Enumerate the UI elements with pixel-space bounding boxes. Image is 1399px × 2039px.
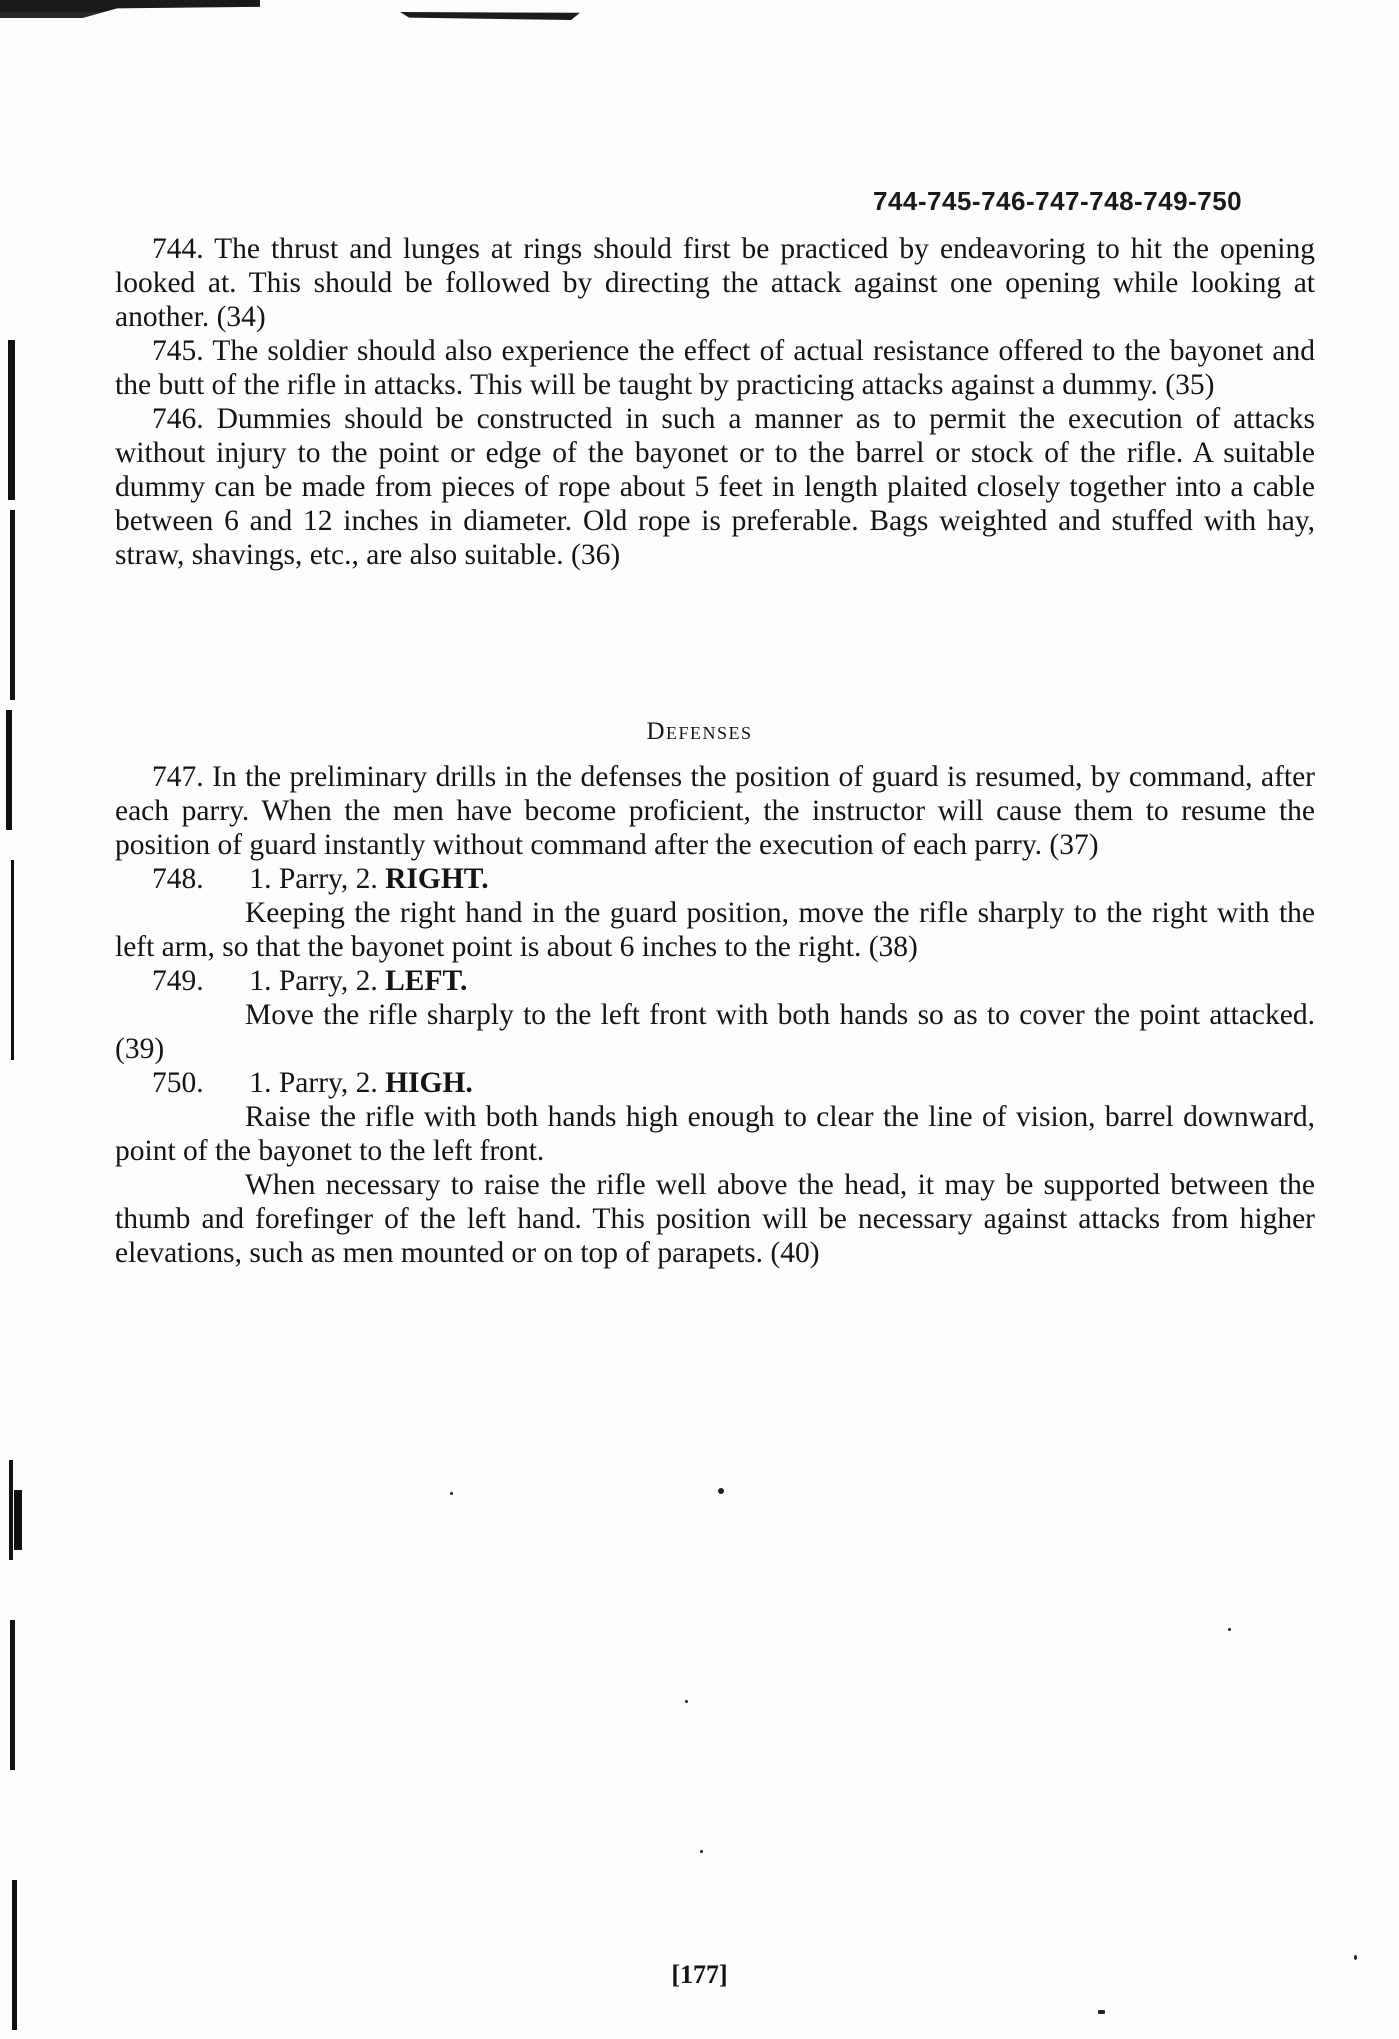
paragraph-746 <box>115 402 1315 572</box>
paragraph-745 <box>115 334 1315 402</box>
paragraph-text: In the preliminary drills in the defenses the position of guard is resumed, by command, after each parry. When the men have become proficient, the instructor will cause them to resume the position of guard instantly without command after the execution of each parry. (37) <box>115 761 1316 861</box>
command-word: LEFT. <box>385 965 468 997</box>
paragraph-number: 745. <box>152 335 204 367</box>
paragraph-text: The thrust and lunges at rings should first be practiced by endeavoring to hit the opening looked at. This should be followed by directing the attack against one opening while looking at another. (34) <box>115 233 1316 333</box>
command-750-text-1: Raise the rifle with both hands high enough to clear the line of vision, barrel downward, point of the bayonet to the left front. <box>115 1101 1315 1167</box>
paragraph-number: 746. <box>152 403 204 435</box>
command-750 <box>115 1066 1315 1100</box>
paragraph-747 <box>115 760 1315 862</box>
paragraph-744 <box>115 232 1315 334</box>
page-number: [177] <box>671 1960 728 1989</box>
command-word: HIGH. <box>385 1067 473 1099</box>
paragraph-number: 747. <box>152 761 204 793</box>
paragraph-number: 749. <box>152 965 204 997</box>
paragraph-number: 750. <box>152 1067 204 1099</box>
body-top <box>115 232 1315 572</box>
command-word: RIGHT. <box>385 863 489 895</box>
command-prefix: 1. Parry, 2. <box>249 863 378 895</box>
running-head: 744-745-746-747-748-749-750 <box>873 186 1243 216</box>
section-heading-defenses: Defenses <box>646 718 753 745</box>
scan-artifact-top-center <box>400 12 580 20</box>
scan-artifact-top-left <box>0 0 260 38</box>
command-prefix: 1. Parry, 2. <box>249 1067 378 1099</box>
scan-speck <box>450 1492 453 1495</box>
command-prefix: 1. Parry, 2. <box>249 965 378 997</box>
scan-speck <box>718 1488 724 1494</box>
command-750-text-2: When necessary to raise the rifle well above the head, it may be supported between the thumb and forefinger of the left hand. This position will be necessary against attacks from higher elevations, such as men mounted or on top of parapets. (40) <box>115 1169 1315 1269</box>
paragraph-text: Dummies should be constructed in such a manner as to permit the execution of attacks without injury to the point or edge of the bayonet or to the barrel or stock of the rifle. A suitable dummy can be made from pieces of rope about 5 feet in length plaited closely together into a cable between 6 and 12 inches in diameter. Old rope is preferable. Bags weighted and stuffed with hay, straw, shavings, etc., are also suitable. (36) <box>115 403 1316 571</box>
paragraph-text: The soldier should also experience the effect of actual resistance offered to the bayonet and the butt of the rifle in attacks. This will be taught by practicing attacks against a dummy. (35) <box>115 335 1315 401</box>
scan-speck <box>685 1700 688 1703</box>
command-749-text: Move the rifle sharply to the left front with both hands so as to cover the point attacked. (39) <box>115 999 1315 1065</box>
scan-speck <box>1228 1628 1231 1631</box>
paragraph-number: 744. <box>152 233 204 265</box>
scan-speck <box>700 1850 703 1853</box>
scan-artifact-left-edge <box>0 340 34 2030</box>
paragraph-number: 748. <box>152 863 204 895</box>
body-bottom <box>115 760 1315 1270</box>
command-749 <box>115 964 1315 998</box>
scan-speck <box>1098 2010 1105 2014</box>
command-748-text: Keeping the right hand in the guard position, move the rifle sharply to the right with the left arm, so that the bayonet point is about 6 inches to the right. (38) <box>115 897 1315 963</box>
command-748 <box>115 862 1315 896</box>
